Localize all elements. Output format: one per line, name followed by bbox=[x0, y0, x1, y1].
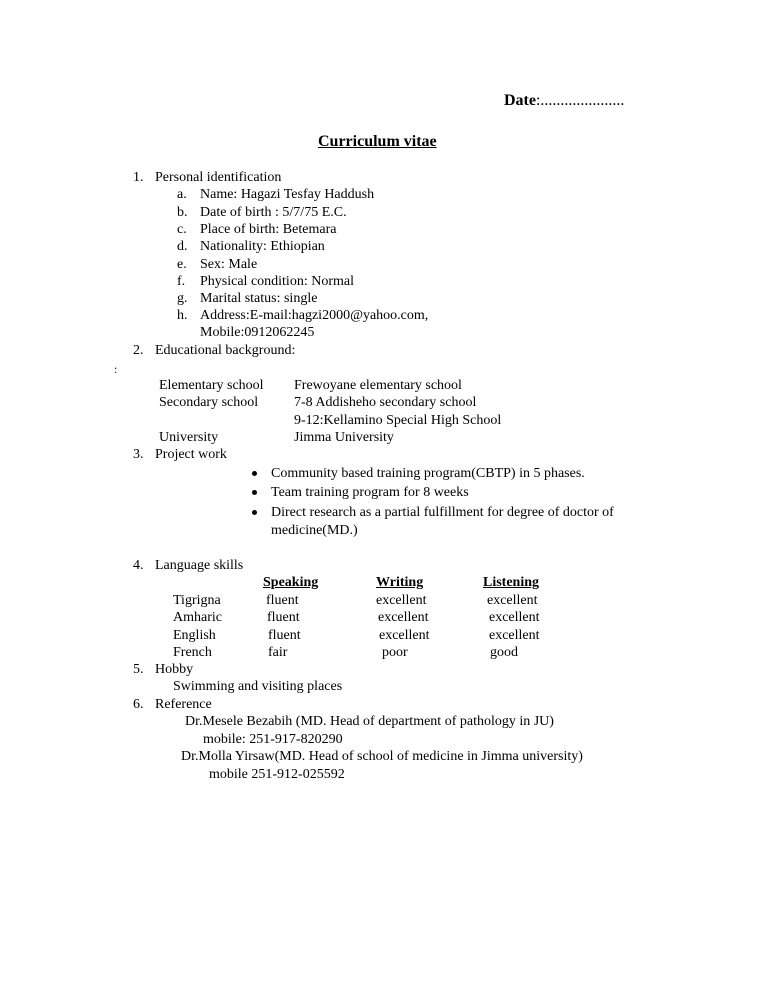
reference-mobile: mobile 251-912-025592 bbox=[209, 767, 345, 782]
list-letter: c. bbox=[177, 222, 187, 237]
list-letter: f. bbox=[177, 274, 186, 289]
project-item: Direct research as a partial fulfillment for degree of doctor of bbox=[271, 505, 614, 520]
education-school: Frewoyane elementary school bbox=[294, 378, 462, 393]
list-letter: h. bbox=[177, 308, 188, 323]
language-name: French bbox=[173, 645, 212, 660]
list-item: Sex: Male bbox=[200, 257, 258, 272]
section-heading-personal: Personal identification bbox=[155, 170, 282, 185]
list-letter: b. bbox=[177, 205, 188, 220]
date-dots: :..................... bbox=[535, 92, 625, 109]
section-heading-hobby: Hobby bbox=[155, 662, 194, 677]
stray-mark: : bbox=[114, 362, 118, 376]
list-item: Marital status: single bbox=[200, 291, 318, 306]
language-speaking: fluent bbox=[266, 593, 299, 608]
date-line bbox=[504, 92, 624, 109]
hobby-text: Swimming and visiting places bbox=[173, 679, 343, 694]
section-heading-education: Educational background: bbox=[155, 343, 296, 358]
list-item: Name: Hagazi Tesfay Haddush bbox=[200, 187, 375, 202]
language-writing: excellent bbox=[378, 610, 429, 625]
section-number-6: 6. bbox=[133, 697, 144, 712]
section-number-3: 3. bbox=[133, 447, 144, 462]
language-speaking: fluent bbox=[268, 628, 301, 643]
column-header-listening: Listening bbox=[483, 575, 540, 590]
education-school: Jimma University bbox=[294, 430, 394, 445]
list-letter: a. bbox=[177, 187, 187, 202]
education-level: Elementary school bbox=[159, 378, 264, 393]
list-letter: e. bbox=[177, 257, 187, 272]
list-letter: g. bbox=[177, 291, 188, 306]
list-item: Physical condition: Normal bbox=[200, 274, 354, 289]
language-name: Tigrigna bbox=[173, 593, 221, 608]
reference-name: Dr.Mesele Bezabih (MD. Head of department of pathology in JU) bbox=[185, 714, 554, 729]
bullet-icon bbox=[252, 490, 257, 495]
section-number-1: 1. bbox=[133, 170, 144, 185]
language-listening: good bbox=[490, 645, 518, 660]
language-writing: excellent bbox=[376, 593, 427, 608]
list-item: Date of birth : 5/7/75 E.C. bbox=[200, 205, 347, 220]
section-number-2: 2. bbox=[133, 343, 144, 358]
reference-name: Dr.Molla Yirsaw(MD. Head of school of medicine in Jimma university) bbox=[181, 749, 583, 764]
education-school: 9-12:Kellamino Special High School bbox=[294, 413, 502, 428]
section-heading-reference: Reference bbox=[155, 697, 212, 712]
page-title: Curriculum vitae bbox=[318, 133, 437, 150]
language-listening: excellent bbox=[487, 593, 538, 608]
section-heading-project: Project work bbox=[155, 447, 227, 462]
language-listening: excellent bbox=[489, 628, 540, 643]
reference-mobile: mobile: 251-917-820290 bbox=[203, 732, 343, 747]
date-label: Date bbox=[504, 92, 536, 109]
project-item: Community based training program(CBTP) in 5 phases. bbox=[271, 466, 585, 481]
language-writing: poor bbox=[382, 645, 408, 660]
language-speaking: fair bbox=[268, 645, 288, 660]
section-number-5: 5. bbox=[133, 662, 144, 677]
project-item-continued: medicine(MD.) bbox=[271, 523, 358, 538]
bullet-icon bbox=[252, 510, 257, 515]
education-level: Secondary school bbox=[159, 395, 259, 410]
section-heading-language: Language skills bbox=[155, 558, 244, 573]
mobile-line: Mobile:0912062245 bbox=[200, 325, 315, 340]
list-item: Nationality: Ethiopian bbox=[200, 239, 325, 254]
language-writing: excellent bbox=[379, 628, 430, 643]
language-name: Amharic bbox=[173, 610, 222, 625]
project-item: Team training program for 8 weeks bbox=[271, 485, 469, 500]
list-item: Address:E-mail:hagzi2000@yahoo.com, bbox=[200, 308, 429, 323]
language-name: English bbox=[173, 628, 216, 643]
education-school: 7-8 Addisheho secondary school bbox=[294, 395, 477, 410]
list-item: Place of birth: Betemara bbox=[200, 222, 337, 237]
language-speaking: fluent bbox=[267, 610, 300, 625]
language-listening: excellent bbox=[489, 610, 540, 625]
education-level: University bbox=[159, 430, 219, 445]
bullet-icon bbox=[252, 471, 257, 476]
section-number-4: 4. bbox=[133, 558, 144, 573]
column-header-writing: Writing bbox=[376, 575, 424, 590]
list-letter: d. bbox=[177, 239, 188, 254]
column-header-speaking: Speaking bbox=[263, 575, 319, 590]
